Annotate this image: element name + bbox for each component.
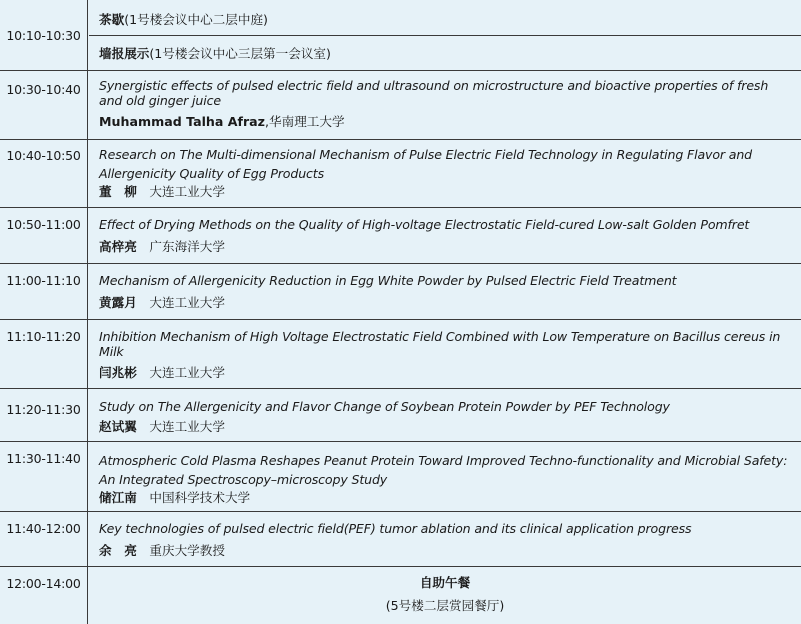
speaker-name: 储江南 xyxy=(99,490,137,505)
time-cell: 11:20-11:30 xyxy=(0,389,88,441)
time-cell: 10:40-10:50 xyxy=(0,140,88,207)
time-cell: 10:10-10:30 xyxy=(0,0,88,70)
schedule-row xyxy=(0,264,801,320)
speaker-affiliation: 大连工业大学 xyxy=(149,184,225,199)
lunch-title: 自助午餐 xyxy=(419,575,471,590)
schedule-row xyxy=(0,389,801,442)
speaker-line xyxy=(99,418,793,435)
talk-title: Effect of Drying Methods on the Quality of High-voltage Electrostatic Field-cured Low-salt Golden Pomfret xyxy=(99,217,750,232)
poster-label: 墙报展示 xyxy=(99,46,150,61)
speaker-name: 黄露月 xyxy=(99,295,137,310)
speaker-affiliation: ,华南理工大学 xyxy=(265,114,345,129)
schedule-row xyxy=(0,512,801,567)
speaker-name: 闫兆彬 xyxy=(99,365,137,380)
talk-title: Atmospheric Cold Plasma Reshapes Peanut Protein Toward Improved Techno-functionality and Microbial Safety: An Integrated Spectroscopy–microscopy Study xyxy=(99,453,788,487)
schedule-row-break xyxy=(0,0,801,71)
speaker-line xyxy=(99,489,793,506)
schedule-row xyxy=(0,208,801,264)
time-cell: 11:00-11:10 xyxy=(0,264,88,319)
schedule-row xyxy=(0,71,801,140)
time-cell: 10:50-11:00 xyxy=(0,208,88,263)
talk-title: Mechanism of Allergenicity Reduction in Egg White Powder by Pulsed Electric Field Treatment xyxy=(99,273,677,288)
talk-title: Synergistic effects of pulsed electric field and ultrasound on microstructure and bioactive properties of fresh and old ginger juice xyxy=(99,78,769,108)
speaker-line xyxy=(99,542,793,559)
talk-title: Inhibition Mechanism of High Voltage Electrostatic Field Combined with Low Temperature on Bacillus cereus in Milk xyxy=(99,329,781,359)
time-cell: 11:10-11:20 xyxy=(0,320,88,388)
schedule-row-lunch xyxy=(0,567,801,624)
speaker-line xyxy=(99,183,793,200)
speaker-line xyxy=(99,238,793,255)
speaker-affiliation: 大连工业大学 xyxy=(149,365,225,380)
speaker-affiliation: 大连工业大学 xyxy=(149,419,225,434)
time-cell: 11:40-12:00 xyxy=(0,512,88,566)
talk-title: Study on The Allergenicity and Flavor Change of Soybean Protein Powder by PEF Technology xyxy=(99,399,670,414)
talk-title: Key technologies of pulsed electric field(PEF) tumor ablation and its clinical application progress xyxy=(99,521,692,536)
break-label: 茶歇 xyxy=(99,12,125,27)
schedule-row xyxy=(0,442,801,512)
speaker-line xyxy=(99,113,793,130)
speaker-line xyxy=(99,364,793,381)
speaker-affiliation: 中国科学技术大学 xyxy=(149,490,251,505)
lunch-location: (5号楼二层赏园餐厅) xyxy=(385,598,505,613)
speaker-name: Muhammad Talha Afraz xyxy=(99,114,265,129)
row-divider xyxy=(89,35,801,36)
break-location: (1号楼会议中心二层中庭) xyxy=(124,12,268,27)
poster-item xyxy=(99,45,793,62)
speaker-name: 董 柳 xyxy=(99,184,137,199)
schedule-row xyxy=(0,320,801,389)
talk-title: Research on The Multi-dimensional Mechanism of Pulse Electric Field Technology in Regulating Flavor and Allergenicity Quality of Egg Products xyxy=(99,147,753,181)
time-cell: 12:00-14:00 xyxy=(0,567,88,624)
speaker-name: 赵试翼 xyxy=(99,419,137,434)
time-cell: 11:30-11:40 xyxy=(0,442,88,511)
poster-location: (1号楼会议中心三层第一会议室) xyxy=(149,46,331,61)
speaker-affiliation: 重庆大学教授 xyxy=(149,543,225,558)
speaker-line xyxy=(99,294,793,311)
speaker-name: 余 亮 xyxy=(99,543,137,558)
speaker-name: 高梓亮 xyxy=(99,239,137,254)
speaker-affiliation: 广东海洋大学 xyxy=(149,239,225,254)
speaker-affiliation: 大连工业大学 xyxy=(149,295,225,310)
break-item xyxy=(99,11,793,28)
time-cell: 10:30-10:40 xyxy=(0,71,88,139)
schedule-row xyxy=(0,140,801,208)
